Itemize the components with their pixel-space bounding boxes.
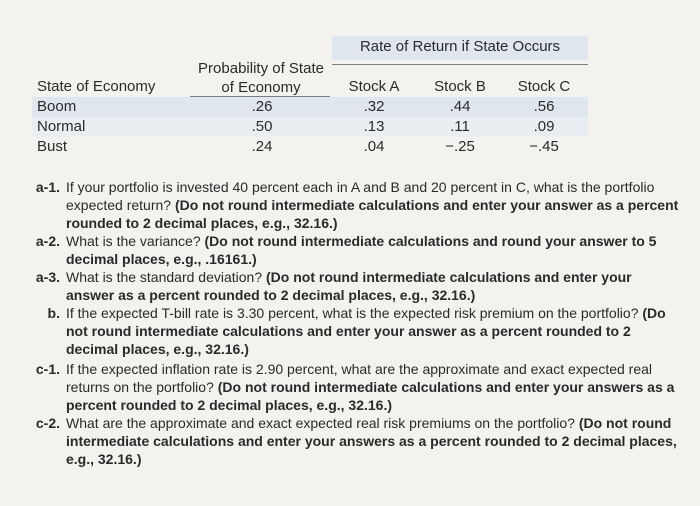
question-a3 xyxy=(20,268,680,304)
question-c2 xyxy=(20,414,680,468)
question-instruction: (Do not round intermediate calculations and enter your answer as a percent rounded to 2 decimal places, e.g., 32.16.) xyxy=(66,305,666,357)
stock-b-cell: −.25 xyxy=(445,138,475,155)
question-text xyxy=(66,178,680,232)
question-a1 xyxy=(20,178,680,232)
probability-cell: .24 xyxy=(251,138,273,155)
rate-header: Rate of Return if State Occurs xyxy=(359,38,561,55)
question-label: a-2. xyxy=(35,233,60,249)
question-label: b. xyxy=(47,305,60,321)
stock-c-cell: −.45 xyxy=(529,138,559,155)
question-body: What are the approximate and exact expected real risk premiums on the portfolio? xyxy=(66,415,579,431)
question-text xyxy=(66,304,680,358)
question-instruction: (Do not round intermediate calculations and enter your answer as a percent rounded to 2 decimal places, e.g., 32.16.) xyxy=(66,269,632,303)
question-instruction: (Do not round intermediate calculations and enter your answer as a percent rounded to 2 decimal places, e.g., 32.16.) xyxy=(66,197,679,231)
probability-cell: .50 xyxy=(251,118,273,135)
stock-b-cell: .11 xyxy=(450,118,470,135)
question-instruction: (Do not round intermediate calculations and round your answer to 5 decimal places, e.g., .16161.) xyxy=(66,233,657,267)
question-text xyxy=(66,268,680,304)
stock-b-header: Stock B xyxy=(434,78,486,95)
question-instruction: (Do not round intermediate calculations and enter your answers as a percent rounded to 2 decimal places, e.g., 32.16.) xyxy=(66,379,675,413)
question-body: What is the standard deviation? xyxy=(66,269,267,285)
question-instruction: (Do not round intermediate calculations and enter your answers as a percent rounded to 2 decimal places, e.g., 32.16.) xyxy=(66,415,677,467)
question-body: If your portfolio is invested 40 percent each in A and B and 20 percent in C, what is the portfolio expected return? xyxy=(66,179,655,213)
question-a2 xyxy=(20,232,680,268)
stock-b-cell: .44 xyxy=(449,98,471,115)
question-text xyxy=(66,414,680,468)
state-header: State of Economy xyxy=(37,78,156,95)
stock-c-cell: .56 xyxy=(533,98,555,115)
stock-a-cell: .32 xyxy=(363,98,385,115)
stock-a-header: Stock A xyxy=(348,78,400,95)
question-label: c-2. xyxy=(35,415,60,431)
question-body: If the expected inflation rate is 2.90 percent, what are the approximate and exact expected real returns on the portfolio? xyxy=(66,361,653,395)
stock-c-cell: .09 xyxy=(533,118,555,135)
question-label: a-3. xyxy=(35,269,60,285)
stock-a-cell: .04 xyxy=(363,138,385,155)
row-band-boom xyxy=(32,97,588,117)
question-c1 xyxy=(20,360,680,414)
state-cell: Boom xyxy=(37,98,77,115)
question-text xyxy=(66,232,680,268)
question-b xyxy=(20,304,680,358)
question-text xyxy=(66,360,680,414)
stock-c-header: Stock C xyxy=(517,78,571,95)
state-cell: Normal xyxy=(37,118,86,135)
probability-header-line1: Probability of State xyxy=(198,60,324,77)
probability-header-line2: of Economy xyxy=(221,79,301,96)
question-label: a-1. xyxy=(35,179,60,195)
probability-header xyxy=(192,59,330,97)
state-cell: Bust xyxy=(37,138,68,155)
question-label: c-1. xyxy=(35,361,60,377)
stock-a-cell: .13 xyxy=(363,118,385,135)
rate-header-divider xyxy=(332,64,588,65)
question-body: What is the variance? xyxy=(66,233,205,249)
row-band-normal xyxy=(32,117,588,137)
probability-cell: .26 xyxy=(251,98,273,115)
question-body: If the expected T-bill rate is 3.30 percent, what is the expected risk premium on the portfolio? xyxy=(66,305,643,321)
